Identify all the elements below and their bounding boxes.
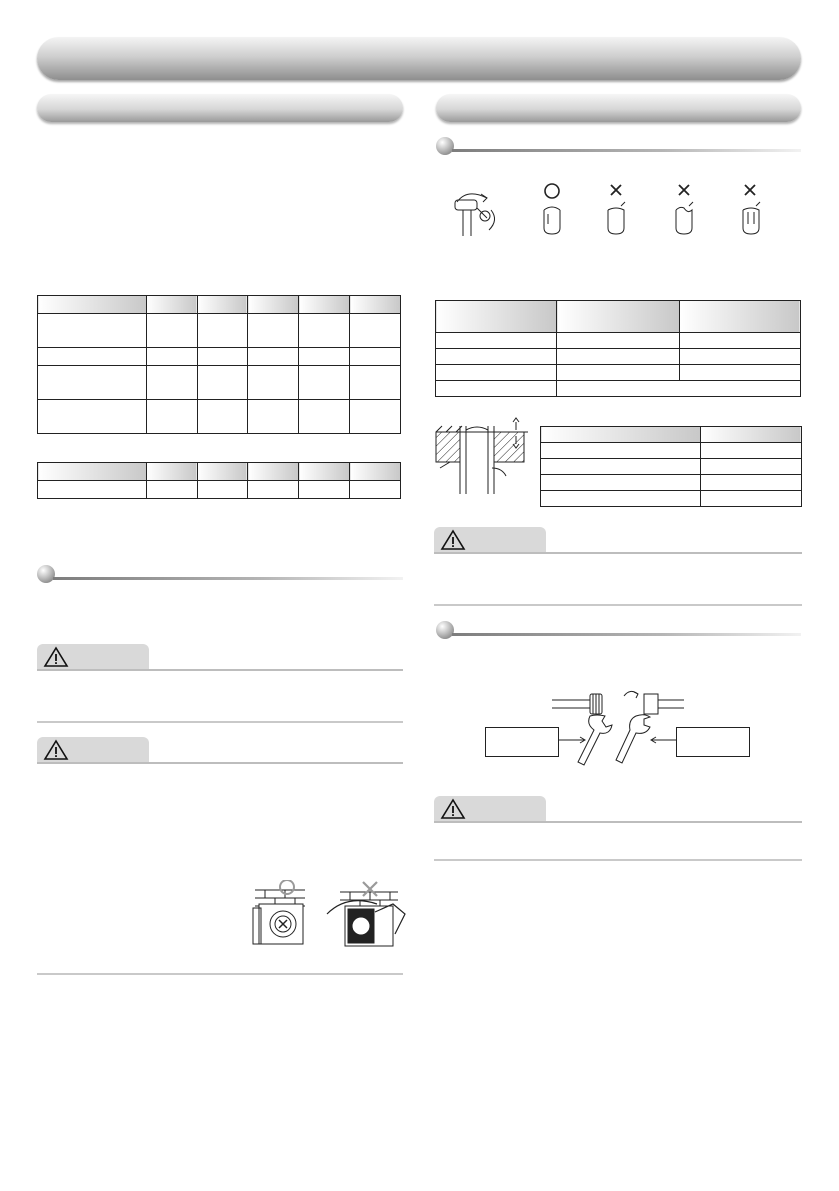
pipe-end-ng-2	[676, 185, 693, 234]
pipe-end-ok	[544, 184, 560, 234]
warning-triangle-icon	[440, 529, 466, 551]
table-row	[436, 333, 801, 349]
table-row	[541, 491, 802, 507]
table1-header-cell	[299, 296, 350, 314]
warning-rule	[434, 552, 802, 554]
subsection-rule	[452, 633, 801, 636]
warning-rule	[37, 762, 403, 764]
table-row	[436, 349, 801, 365]
table-row	[38, 366, 401, 400]
table1-header-cell	[248, 296, 299, 314]
spec-table-3	[435, 300, 801, 397]
warning-rule	[37, 669, 403, 671]
outdoor-unit-ok	[253, 880, 305, 944]
table1-header-cell	[350, 296, 401, 314]
warning-triangle-icon	[43, 646, 69, 668]
table1-header-cell	[146, 296, 197, 314]
spec-table-2	[37, 462, 401, 499]
spec-table-1	[37, 295, 401, 434]
table-row	[38, 348, 401, 366]
table-row	[38, 314, 401, 348]
outdoor-unit-ng	[327, 882, 405, 946]
left-section-banner	[37, 94, 403, 122]
flare-nut-wrench-illustration	[550, 688, 686, 768]
table1-header-cell	[38, 296, 147, 314]
pipe-end-ng-1	[608, 185, 625, 234]
subsection-bullet-icon	[436, 621, 454, 639]
table-row	[541, 475, 802, 491]
table-row	[436, 365, 801, 381]
subsection-rule	[452, 149, 801, 152]
warning-tab	[37, 644, 149, 670]
table-row	[38, 400, 401, 434]
subsection-rule	[53, 577, 403, 580]
outdoor-unit-installation-illustration	[245, 880, 410, 952]
section-separator	[37, 973, 403, 975]
pipe-end-ng-3	[743, 185, 760, 234]
right-section-banner	[436, 94, 801, 122]
label-box-right	[676, 727, 750, 757]
label-box-left	[485, 727, 559, 757]
table-row	[541, 459, 802, 475]
table-row	[541, 443, 802, 459]
pipe-cutter-icon	[455, 194, 495, 236]
warning-tab	[434, 796, 546, 822]
warning-triangle-icon	[440, 798, 466, 820]
spec-table-4	[540, 426, 802, 507]
pipe-cut-comparison-illustration	[445, 180, 775, 242]
section-separator	[434, 604, 802, 606]
table1-header-cell	[197, 296, 248, 314]
page-title-banner	[37, 37, 801, 80]
table-row	[436, 381, 801, 397]
subsection-bullet-icon	[37, 565, 55, 583]
table-row	[38, 481, 401, 499]
warning-triangle-icon	[43, 739, 69, 761]
warning-tab	[37, 737, 149, 763]
section-separator	[434, 859, 802, 861]
subsection-bullet-icon	[436, 137, 454, 155]
warning-rule	[434, 821, 802, 823]
warning-tab	[434, 527, 546, 553]
flare-cross-section-illustration	[432, 416, 528, 496]
section-separator	[37, 721, 403, 723]
